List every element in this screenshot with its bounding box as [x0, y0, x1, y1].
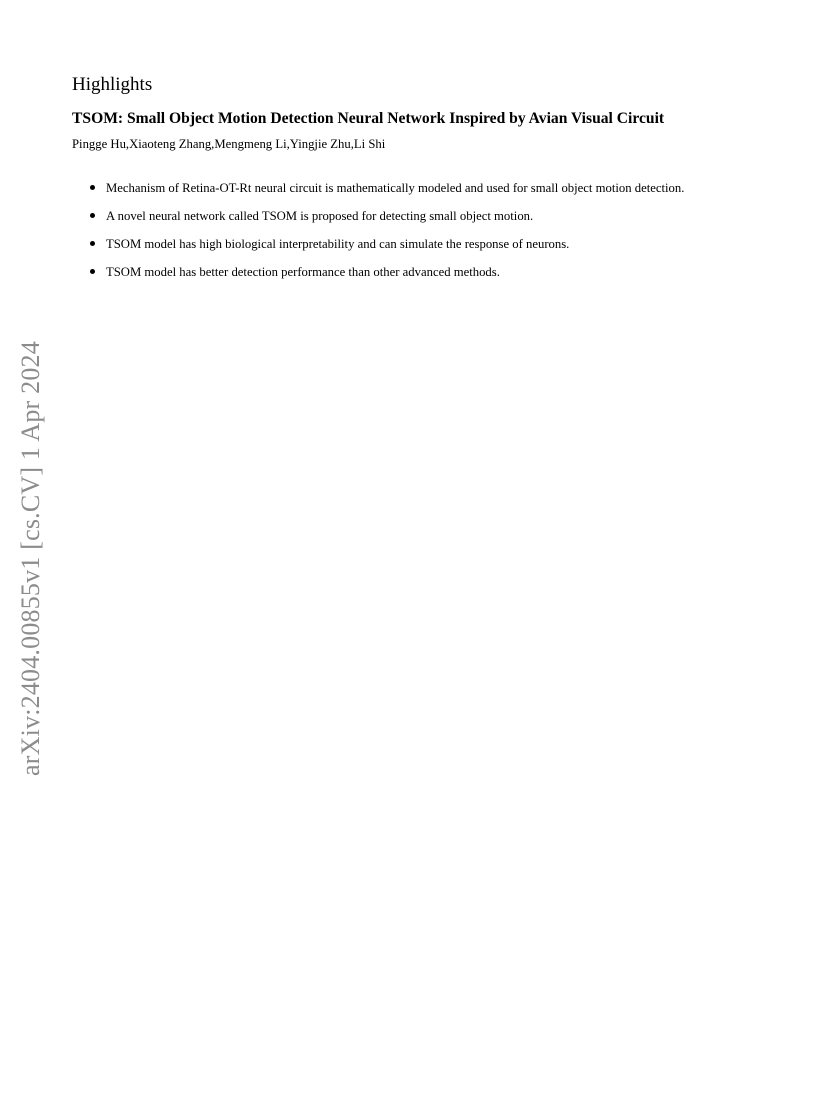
highlight-item: [90, 207, 790, 235]
arxiv-identifier-stamp: arXiv:2404.00855v1 [cs.CV] 1 Apr 2024: [16, 341, 45, 776]
author-list: Pingge Hu,Xiaoteng Zhang,Mengmeng Li,Yingjie Zhu,Li Shi: [72, 137, 386, 151]
paper-title: TSOM: Small Object Motion Detection Neural Network Inspired by Avian Visual Circuit: [72, 110, 665, 127]
highlight-text: TSOM model has high biological interpretability and can simulate the response of neurons.: [106, 237, 570, 251]
bullet-icon: [90, 185, 95, 190]
highlight-text: Mechanism of Retina-OT-Rt neural circuit is mathematically modeled and used for small object motion detection.: [106, 181, 685, 195]
highlight-item: [90, 263, 790, 291]
bullet-icon: [90, 213, 95, 218]
highlight-text: TSOM model has better detection performance than other advanced methods.: [106, 265, 500, 279]
bullet-icon: [90, 241, 95, 246]
highlight-item: [90, 235, 790, 263]
section-heading: Highlights: [72, 74, 153, 95]
highlight-item: [90, 179, 790, 207]
highlight-text: A novel neural network called TSOM is proposed for detecting small object motion.: [106, 209, 534, 223]
highlights-list: [90, 179, 790, 291]
bullet-icon: [90, 269, 95, 274]
